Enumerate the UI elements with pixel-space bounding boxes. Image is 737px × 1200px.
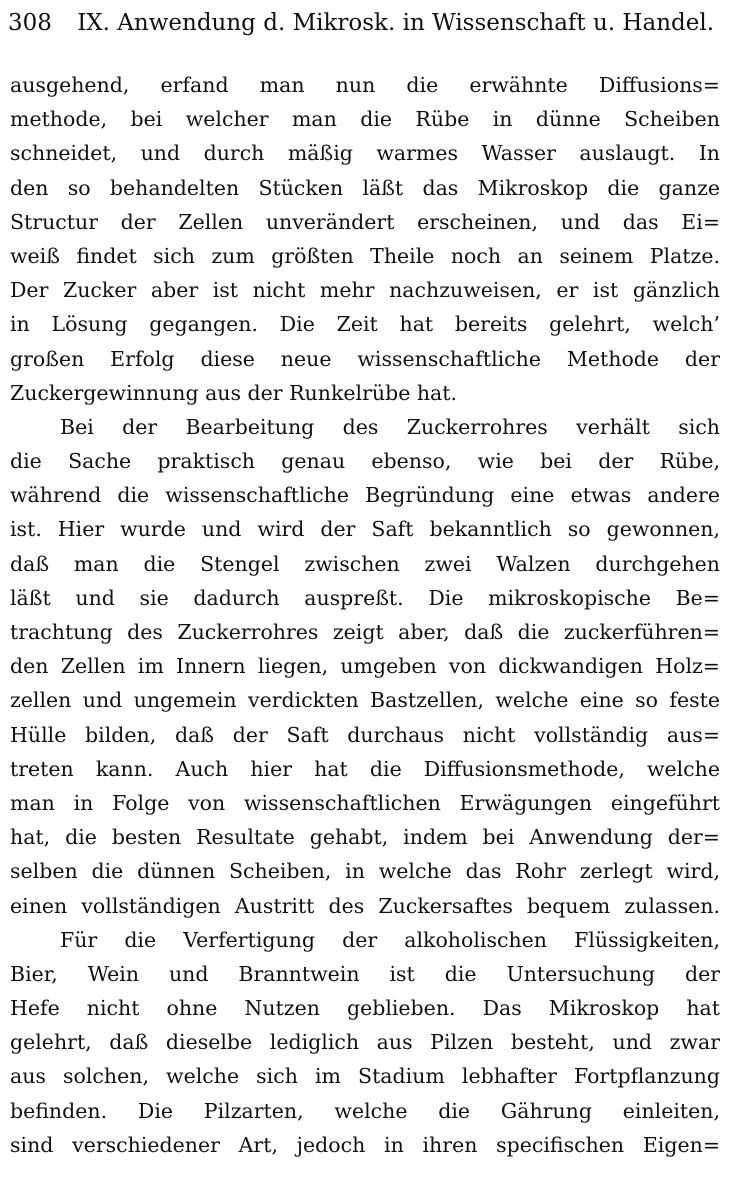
text-line: Hülle bilden, daß der Saft durchaus nicht vollständig aus= bbox=[10, 722, 720, 747]
text-line: sind verschiedener Art, jedoch in ihren specifischen Eigen= bbox=[10, 1132, 720, 1157]
text-line: treten kann. Auch hier hat die Diffusionsmethode, welche bbox=[10, 756, 720, 781]
running-head bbox=[8, 8, 715, 38]
page-number: 308 bbox=[8, 10, 52, 36]
text-line: schneidet, und durch mäßig warmes Wasser auslaugt. In bbox=[10, 141, 720, 166]
text-line: hat, die besten Resultate gehabt, indem bei Anwendung der= bbox=[10, 825, 720, 850]
text-line: befinden. Die Pilzarten, welche die Gährung einleiten, bbox=[10, 1098, 720, 1123]
text-line: methode, bei welcher man die Rübe in dünne Scheiben bbox=[10, 107, 720, 132]
text-line: Bei der Bearbeitung des Zuckerrohres verhält sich bbox=[60, 414, 720, 439]
text-line: während die wissenschaftliche Begründung eine etwas andere bbox=[10, 483, 720, 508]
text-line: den Zellen im Innern liegen, umgeben von dickwandigen Holz= bbox=[10, 654, 720, 679]
text-line: in Lösung gegangen. Die Zeit hat bereits gelehrt, welch’ bbox=[10, 312, 720, 337]
text-line: Bier, Wein und Branntwein ist die Untersuchung der bbox=[10, 961, 720, 986]
text-line: großen Erfolg diese neue wissenschaftliche Methode der bbox=[10, 346, 720, 371]
text-line: läßt und sie dadurch auspreßt. Die mikroskopische Be= bbox=[10, 585, 720, 610]
text-line: den so behandelten Stücken läßt das Mikroskop die ganze bbox=[10, 175, 720, 200]
body-text bbox=[10, 68, 720, 1162]
text-line: weiß findet sich zum größten Theile noch an seinem Platze. bbox=[10, 243, 720, 268]
text-line: man in Folge von wissenschaftlichen Erwägungen eingeführt bbox=[10, 790, 720, 815]
text-line: ausgehend, erfand man nun die erwähnte Diffusions= bbox=[10, 73, 720, 97]
text-line: einen vollständigen Austritt des Zuckersaftes bequem zulassen. bbox=[10, 893, 720, 918]
text-line: Der Zucker aber ist nicht mehr nachzuweisen, er ist gänzlich bbox=[10, 278, 720, 303]
text-line: Hefe nicht ohne Nutzen geblieben. Das Mikroskop hat bbox=[10, 996, 720, 1021]
text-line: Structur der Zellen unverändert erscheinen, und das Ei= bbox=[10, 209, 720, 234]
text-line: trachtung des Zuckerrohres zeigt aber, daß die zuckerführen= bbox=[10, 620, 720, 644]
text-line: ist. Hier wurde und wird der Saft bekanntlich so gewonnen, bbox=[10, 517, 720, 542]
text-line: daß man die Stengel zwischen zwei Walzen durchgehen bbox=[10, 551, 720, 576]
text-line: Für die Verfertigung der alkoholischen Flüssigkeiten, bbox=[60, 927, 720, 952]
text-line: aus solchen, welche sich im Stadium lebhafter Fortpflanzung bbox=[10, 1064, 720, 1089]
text-line: gelehrt, daß dieselbe lediglich aus Pilzen besteht, und zwar bbox=[10, 1030, 720, 1055]
text-line: die Sache praktisch genau ebenso, wie bei der Rübe, bbox=[10, 449, 720, 474]
text-line: selben die dünnen Scheiben, in welche das Rohr zerlegt wird, bbox=[10, 859, 720, 884]
text-line: zellen und ungemein verdickten Bastzellen, welche eine so feste bbox=[10, 688, 720, 713]
running-head-title: IX. Anwendung d. Mikrosk. in Wissenschaft u. Handel. bbox=[77, 10, 715, 36]
text-line: Zuckergewinnung aus der Runkelrübe hat. bbox=[10, 380, 458, 405]
